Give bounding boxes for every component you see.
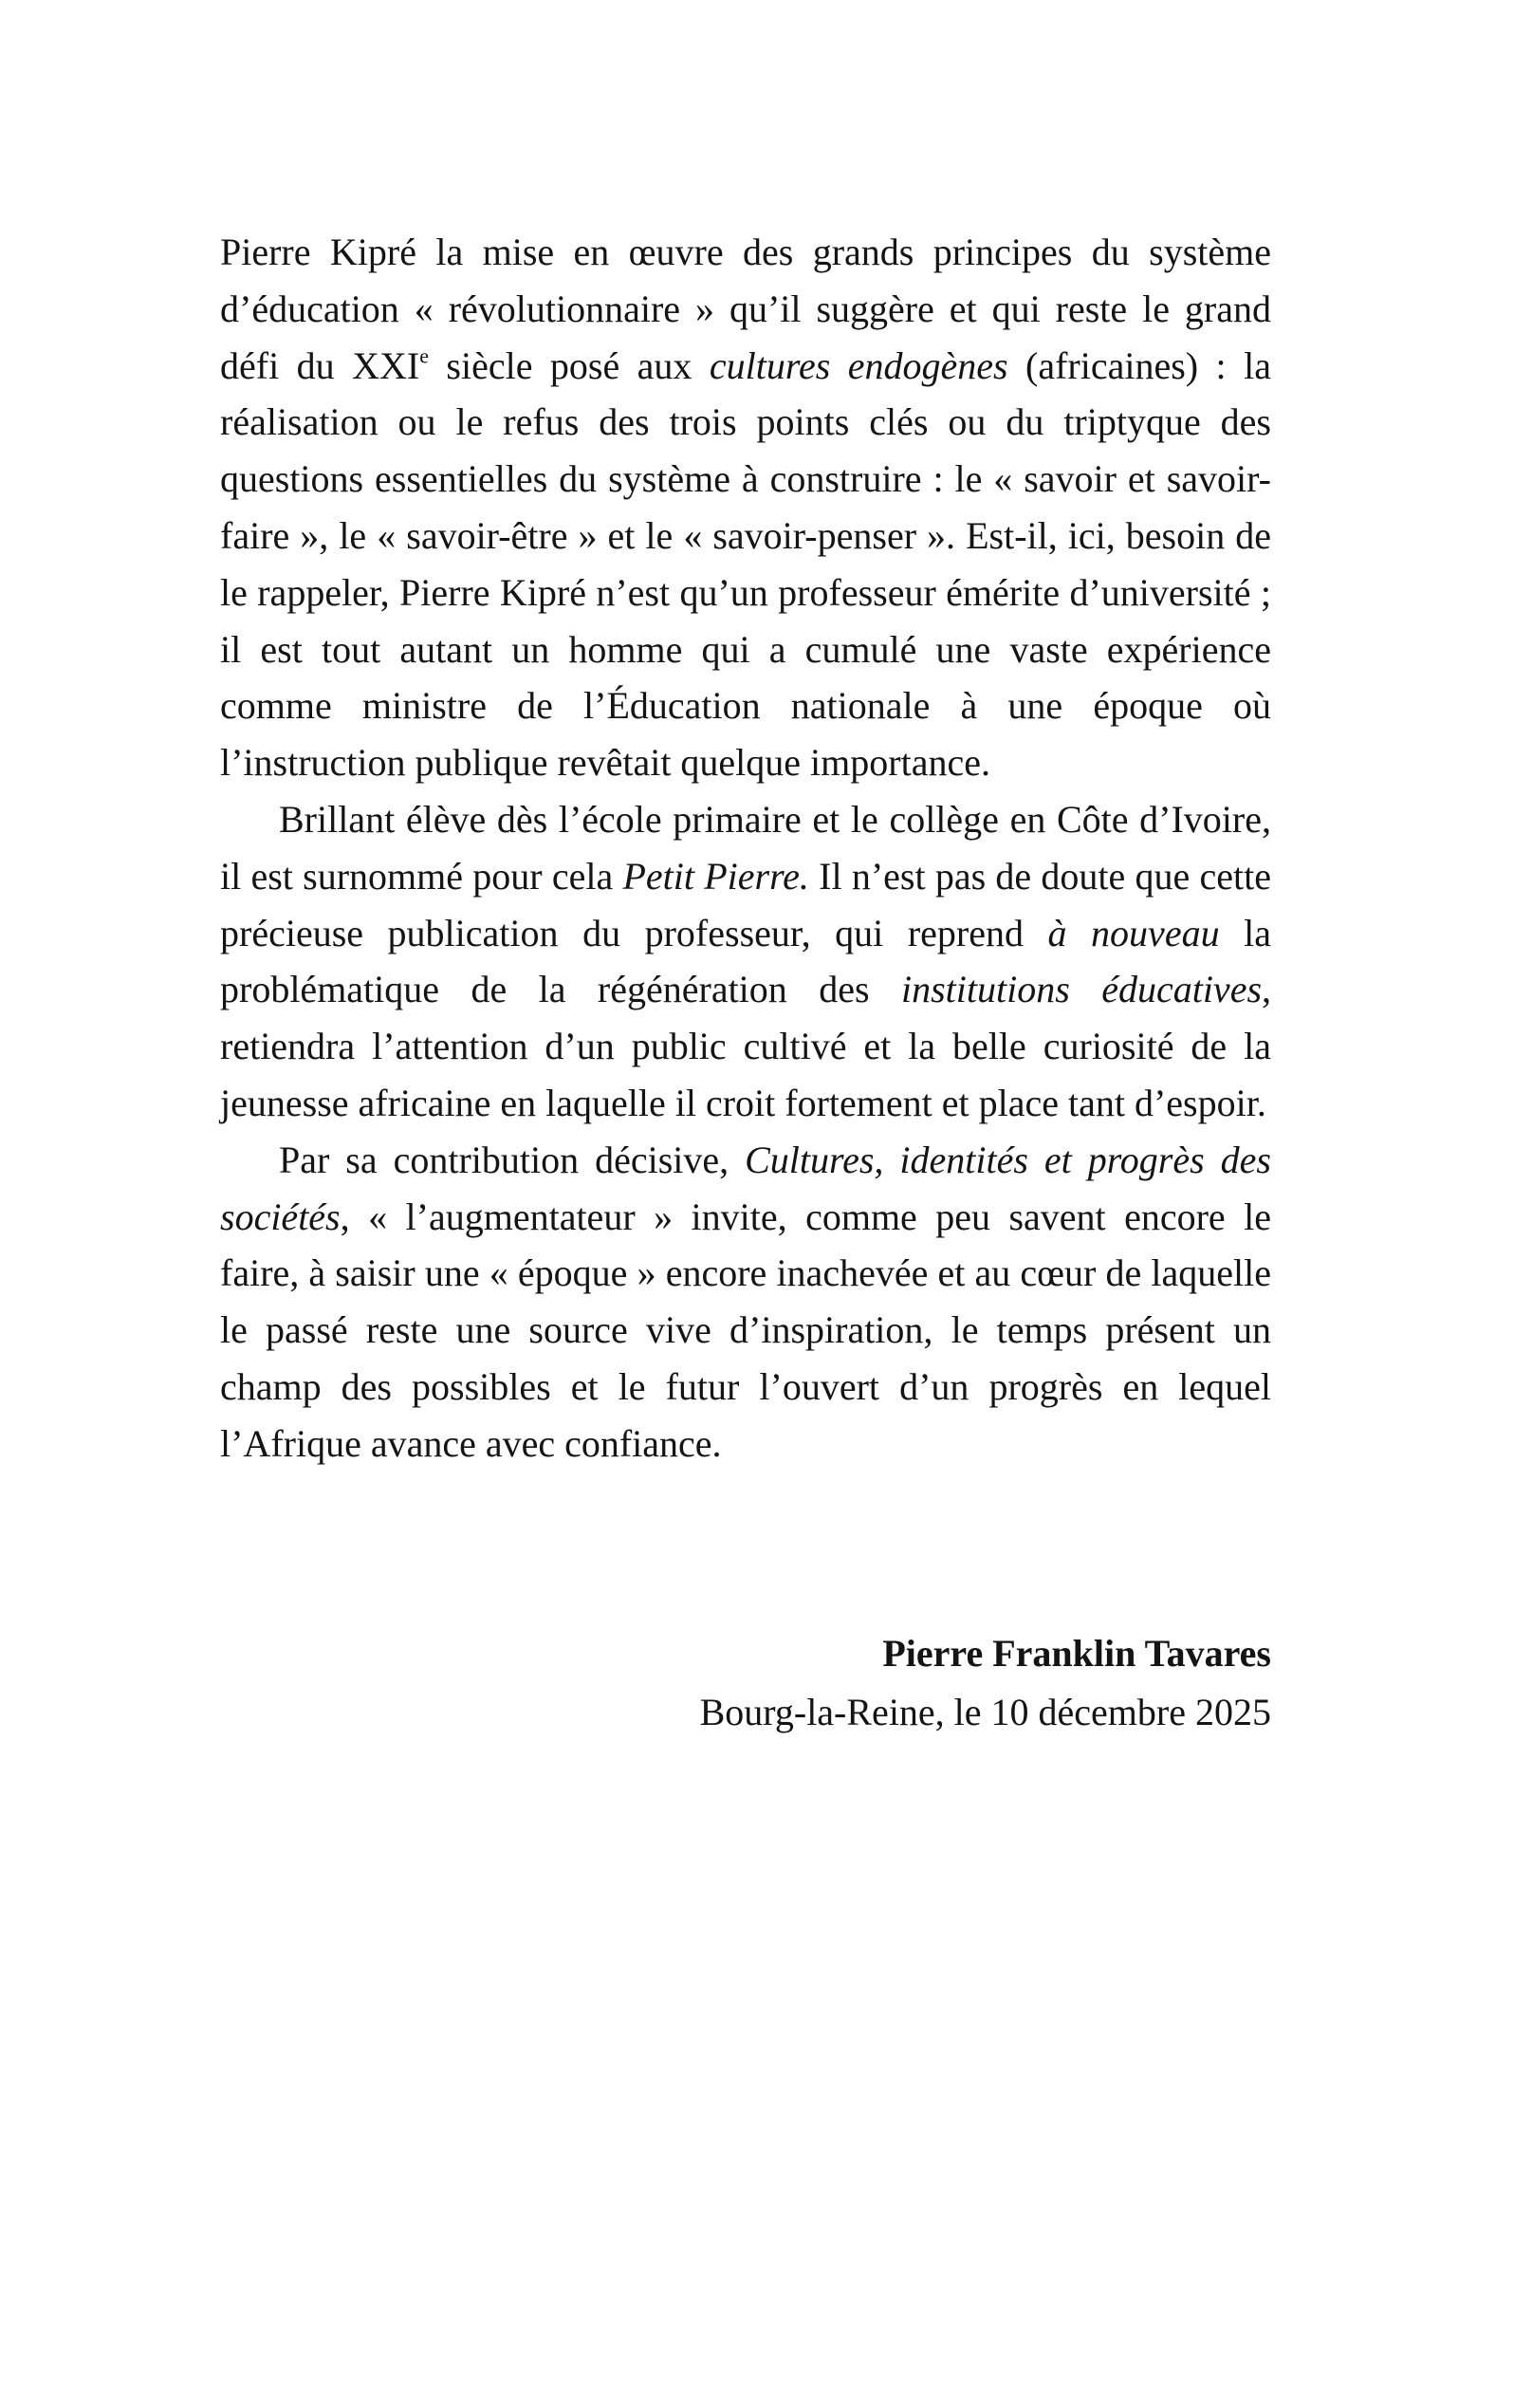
italic-text: Petit Pierre.: [622, 854, 809, 898]
text-run: siècle posé aux: [428, 343, 710, 387]
text-run: Il n’est pas de doute que cette précieuse publication du professeur, qui reprend: [220, 854, 1271, 954]
text-run: Pierre Kipré la mise en œuvre des grands principes du système d’éducation « révolutionnaire » qu’il suggère et qui reste le grand défi du XXI: [220, 231, 1271, 387]
paragraph: [220, 791, 1271, 1132]
paragraph: [220, 1132, 1271, 1473]
body-text: [220, 224, 1271, 1473]
superscript-text: e: [419, 343, 429, 368]
italic-text: à nouveau: [1047, 911, 1220, 954]
text-run: la problématique de la régénération des: [220, 911, 1271, 1011]
italic-text: institutions éducatives: [900, 968, 1263, 1011]
text-run: , retiendra l’attention d’un public cultivé et la belle curiosité de la jeunesse africaine en laquelle il croit fortement et place tant d’espoir.: [220, 968, 1272, 1124]
signature-block: [220, 1624, 1271, 1742]
paragraph: [220, 224, 1271, 791]
text-run: Brillant élève dès l’école primaire et le collège en Côte d’Ivoire, il est surnommé pour cela: [220, 797, 1271, 898]
text-run: (africaines) : la réalisation ou le refus des trois points clés ou du triptyque des questions essentielles du système à construire : le « savoir et savoir-faire », le « savoir-être » et le « savoir-penser ». Est-il, ici, besoin de le rappeler, Pierre Kipré n’est qu’un professeur émérite d’université ; il est tout autant un homme qui a cumulé une vaste expérience comme ministre de l’Éducation nationale à une époque où l’instruction publique revêtait quelque importance.: [220, 343, 1271, 785]
italic-text: cultures endogènes: [709, 343, 1008, 387]
place-and-date: Bourg-la-Reine, le 10 décembre 2025: [699, 1691, 1271, 1733]
text-run: Par sa contribution décisive,: [279, 1138, 746, 1181]
italic-text: Cultures, identités et progrès des sociétés: [220, 1138, 1271, 1238]
author-name: Pierre Franklin Tavares: [882, 1632, 1271, 1675]
text-run: , « l’augmentateur » invite, comme peu savent encore le faire, à saisir une « époque » encore inachevée et au cœur de laquelle le passé reste une source vive d’inspiration, le temps présent un champ des possibles et le futur l’ouvert d’un progrès en lequel l’Afrique avance avec confiance.: [220, 1195, 1271, 1465]
